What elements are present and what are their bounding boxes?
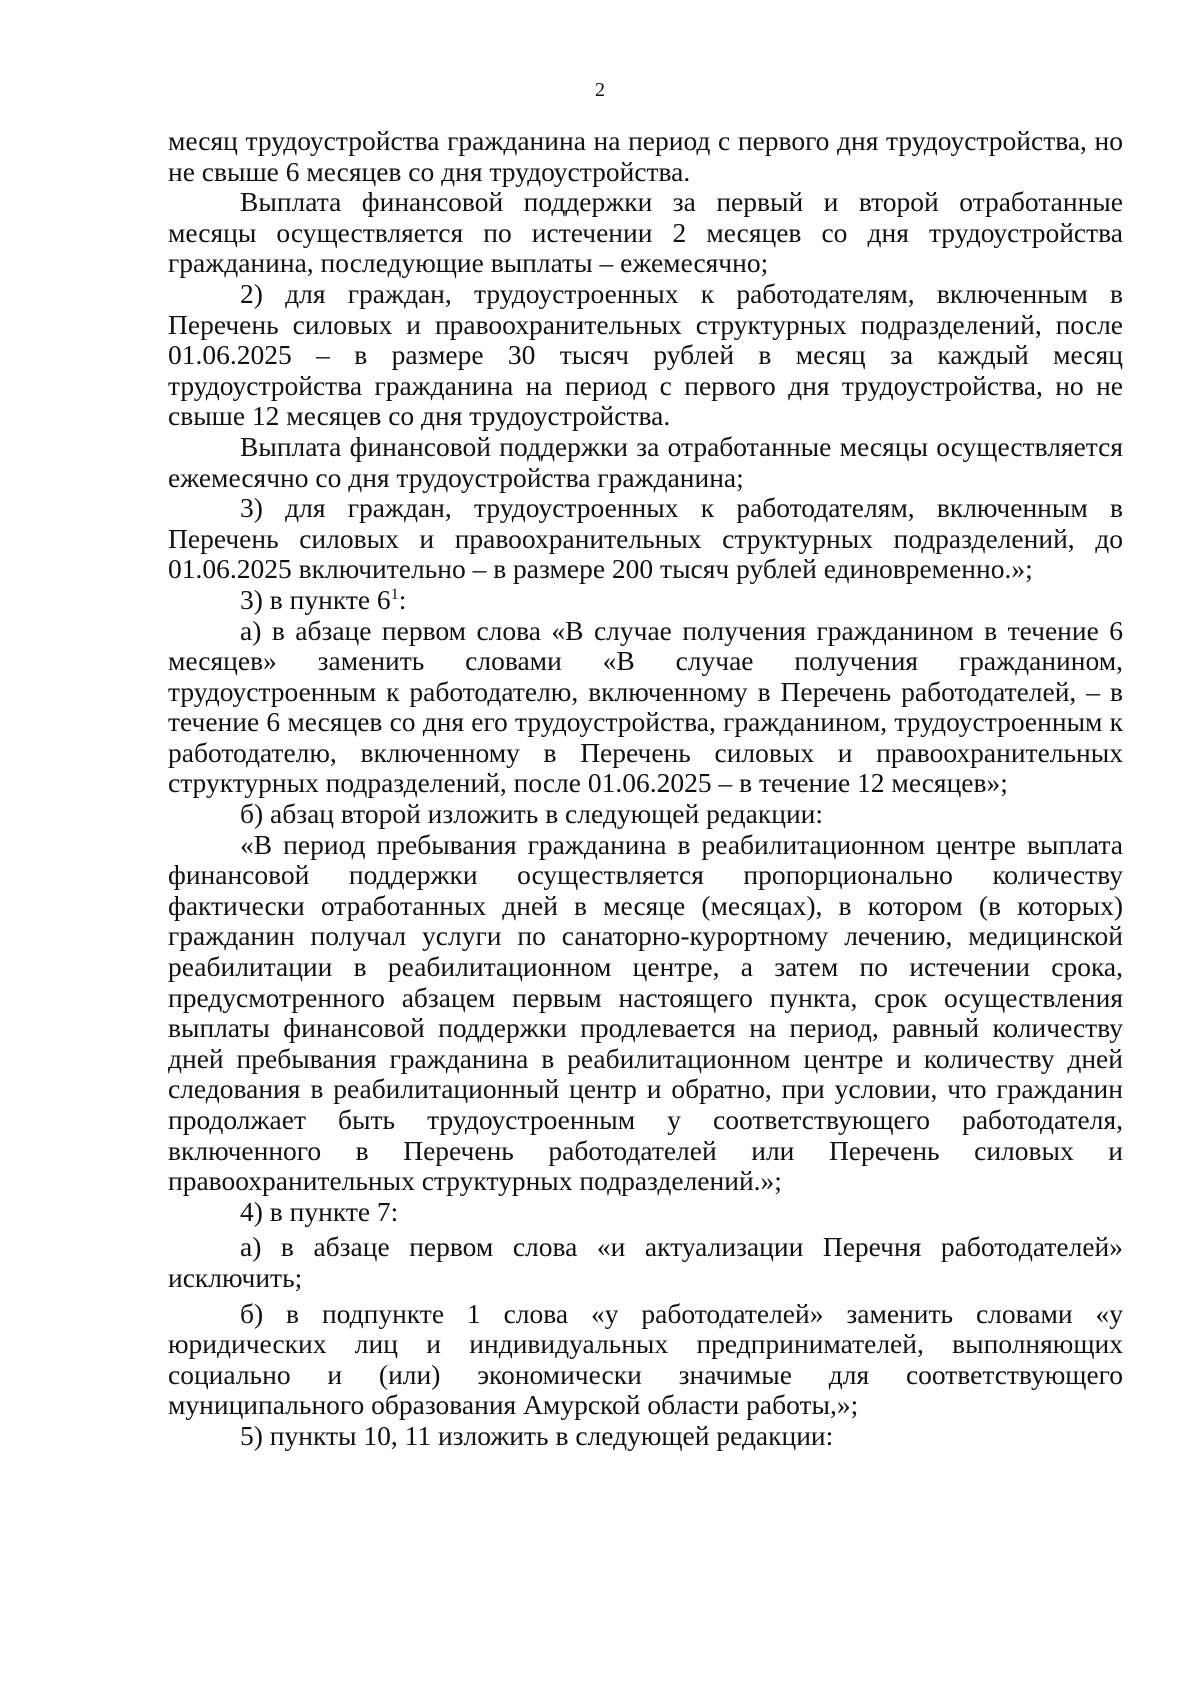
paragraph-with-superscript [168,585,1123,616]
paragraph: месяц трудоустройства гражданина на период с первого дня трудоустройства, но не свыше 6 месяцев со дня трудоустройства. [168,125,1123,187]
paragraph: а) в абзаце первом слова «В случае получения гражданином в течение 6 месяцев» заменить словами «В случае получения гражданином, трудоустроенным к работодателю, включенному в Перечень работодателей, – в течение 6 месяцев со дня его трудоустройства, гражданином, трудоустроенным к работодателю, включенному в Перечень силовых и правоохранительных структурных подразделений, после 01.06.2025 – в течение 12 месяцев»; [168,614,1123,799]
paragraph: Выплата финансовой поддержки за отработанные месяцы осуществляется ежемесячно со дня трудоустройства гражданина; [168,430,1123,493]
paragraph: 3) для граждан, трудоустроенных к работодателям, включенным в Перечень силовых и правоохранительных структурных подразделений, до 01.06.2025 включительно – в размере 200 тысяч рублей единовременно.»; [168,492,1123,585]
paragraph: «В период пребывания гражданина в реабилитационном центре выплата финансовой поддержки осуществляется пропорционально количеству фактически отработанных дней в месяце (месяцах), в котором (в которых) гражданин получал услуги по санаторно-курортному лечению, медицинской реабилитации в реабилитационном центре, а затем по истечении срока, предусмотренного абзацем первым настоящего пункта, срок осуществления выплаты финансовой поддержки продлевается на период, равный количеству дней пребывания гражданина в реабилитационном центре и количеству дней следования в реабилитационный центр и обратно, при условии, что гражданин продолжает быть трудоустроенным у соответствующего работодателя, включенного в Перечень работодателей или Перечень силовых и правоохранительных структурных подразделений.»; [168,828,1123,1197]
paragraph: 2) для граждан, трудоустроенных к работодателям, включенным в Перечень силовых и правоохранительных структурных подразделений, после 01.06.2025 – в размере 30 тысяч рублей в месяц за каждый месяц трудоустройства гражданина на период с первого дня трудоустройства, но не свыше 12 месяцев со дня трудоустройства. [168,277,1123,432]
paragraph: а) в абзаце первом слова «и актуализации Перечня работодателей» исключить; [168,1231,1123,1293]
superscript: 1 [390,585,399,603]
paragraph: б) абзац второй изложить в следующей редакции: [240,798,824,830]
document-body [168,126,1123,1452]
page-number: 2 [595,79,605,101]
paragraph: 4) в пункте 7: [240,1195,399,1227]
paragraph: б) в подпункте 1 слова «у работодателей» заменить словами «у юридических лиц и индивидуальных предпринимателей, выполняющих социально и (или) экономически значимые для соответствующего муниципального образования Амурской области работы,»; [168,1297,1123,1421]
paragraph: Выплата финансовой поддержки за первый и второй отработанные месяцы осуществляется по истечении 2 месяцев со дня трудоустройства гражданина, последующие выплаты – ежемесячно; [168,186,1123,279]
paragraph: 5) пункты 10, 11 изложить в следующей редакции: [240,1419,834,1451]
paragraph-text: 3) в пункте 6 [240,583,391,615]
paragraph-suffix: : [398,583,407,615]
